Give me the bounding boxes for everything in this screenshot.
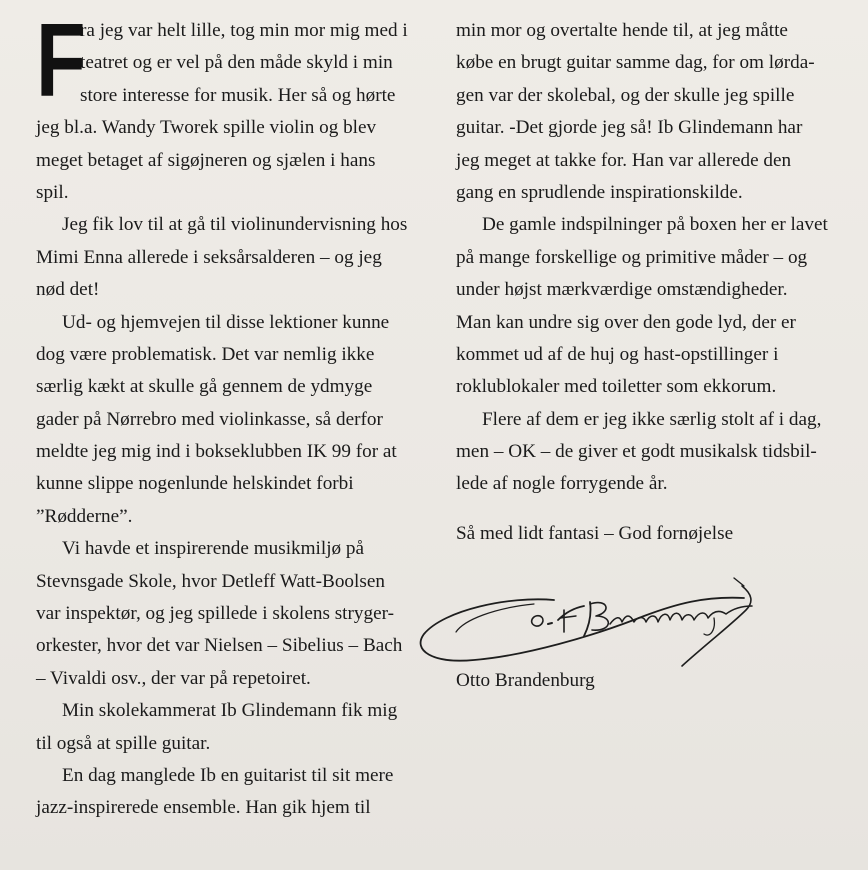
paragraph xyxy=(36,307,428,534)
text-line: kunne slippe nogenlunde helskindet forbi xyxy=(36,473,354,495)
paragraph-gap xyxy=(456,501,848,518)
text-line: Vi havde et inspirerende musikmiljø på xyxy=(62,538,365,560)
closing-line: Så med lidt fantasi – God fornøjelse xyxy=(456,522,734,544)
left-column xyxy=(36,3,428,825)
text-line: guitar. -Det gjorde jeg så! Ib Glindemann har xyxy=(456,117,803,139)
paragraph xyxy=(456,404,848,501)
handwritten-signature xyxy=(414,572,764,672)
text-line: Ud- og hjemvejen til disse lektioner kunne xyxy=(62,311,390,333)
text-line: teatret og er vel på den måde skyld i min xyxy=(80,52,393,74)
text-line: til også at spille guitar. xyxy=(36,732,211,754)
paragraph xyxy=(456,15,848,209)
text-line: – Vivaldi osv., der var på repetoiret. xyxy=(36,667,311,689)
paragraph xyxy=(36,209,428,306)
text-line: var inspektør, og jeg spillede i skolens stryger- xyxy=(36,603,395,625)
text-line: jazz-inspirerede ensemble. Han gik hjem til xyxy=(36,797,371,819)
text-line: spil. xyxy=(36,181,69,203)
text-line: store interesse for musik. Her så og hørte xyxy=(80,84,396,106)
text-line: købe en brugt guitar samme dag, for om lørda- xyxy=(456,52,815,74)
text-line: Stevnsgade Skole, hvor Detleff Watt-Boolsen xyxy=(36,570,385,592)
text-line: Min skolekammerat Ib Glindemann fik mig xyxy=(62,700,398,722)
text-line: Mimi Enna allerede i seksårsalderen – og jeg xyxy=(36,246,382,268)
text-line: meldte jeg mig ind i bokseklubben IK 99 for at xyxy=(36,441,397,463)
first-paragraph xyxy=(36,3,428,209)
text-line: roklublokaler med toiletter som ekkorum. xyxy=(456,376,777,398)
text-line: En dag manglede Ib en guitarist til sit mere xyxy=(62,764,394,786)
right-column xyxy=(456,15,848,550)
text-line: på mange forskellige og primitive måder – og xyxy=(456,246,808,268)
text-line: kommet ud af de huj og hast-opstillinger i xyxy=(456,343,779,365)
paragraph xyxy=(36,760,428,825)
text-line: særlig kækt at skulle gå gennem de ydmyge xyxy=(36,376,373,398)
text-line: ra jeg var helt lille, tog min mor mig med i xyxy=(80,20,408,41)
text-line: Man kan undre sig over den gode lyd, der er xyxy=(456,311,796,333)
text-line: Flere af dem er jeg ikke særlig stolt af i dag, xyxy=(482,408,822,430)
text-line: dog være problematisk. Det var nemlig ikke xyxy=(36,343,375,365)
text-line: Jeg fik lov til at gå til violinundervisning hos xyxy=(62,214,408,236)
text-line: min mor og overtalte hende til, at jeg måtte xyxy=(456,20,788,41)
drop-cap: F xyxy=(36,3,86,119)
text-line: gen var der skolebal, og der skulle jeg spille xyxy=(456,84,795,106)
text-line: ”Rødderne”. xyxy=(36,505,133,527)
signer-name: Otto Brandenburg xyxy=(456,670,595,691)
text-line: gader på Nørrebro med violinkasse, så derfor xyxy=(36,408,383,430)
text-line: De gamle indspilninger på boxen her er lavet xyxy=(482,214,828,236)
paragraph xyxy=(36,533,428,695)
text-line: gang en sprudlende inspirationskilde. xyxy=(456,181,743,203)
paragraph xyxy=(36,695,428,760)
text-line: nød det! xyxy=(36,279,100,301)
text-line: under højst mærkværdige omstændigheder. xyxy=(456,279,788,301)
text-line: orkester, hvor det var Nielsen – Sibelius – Bach xyxy=(36,635,403,657)
text-line: men – OK – de giver et godt musikalsk tidsbil- xyxy=(456,441,817,463)
text-line: jeg bl.a. Wandy Tworek spille violin og blev xyxy=(36,117,377,139)
text-line: meget betaget af sigøjneren og sjælen i hans xyxy=(36,149,376,171)
text-line: jeg meget at takke for. Han var allerede den xyxy=(456,149,792,171)
text-line: lede af nogle forrygende år. xyxy=(456,473,668,495)
paragraph xyxy=(456,209,848,403)
